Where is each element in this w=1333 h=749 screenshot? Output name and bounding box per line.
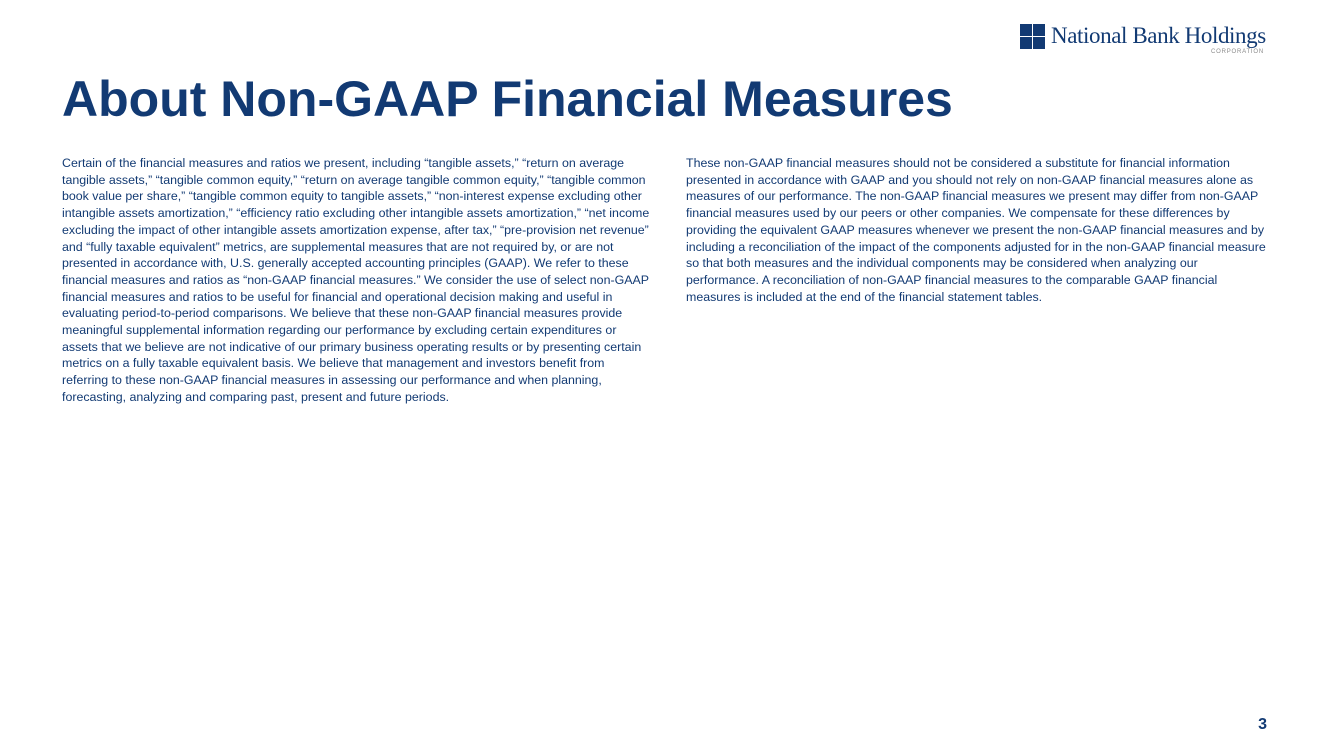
company-logo: [1020, 22, 1270, 58]
logo-squares-icon: [1020, 24, 1045, 49]
right-column-paragraph: These non-GAAP financial measures should not be considered a substitute for financial information presented in accordance with GAAP and you should not rely on non-GAAP financial measures alone as measures of our performance. The non-GAAP financial measures we present may differ from non-GAAP financial measures used by our peers or other companies. We compensate for these differences by providing the equivalent GAAP measures whenever we present the non-GAAP financial measures and by including a reconciliation of the impact of the components adjusted for in the non-GAAP financial measure so that both measures and the individual components may be considered when analyzing our performance. A reconciliation of non-GAAP financial measures to the comparable GAAP financial measures is included at the end of the financial statement tables.: [686, 156, 1266, 304]
left-column-paragraph: Certain of the financial measures and ratios we present, including “tangible assets,” “return on average tangible assets,” “tangible common equity,” “return on average tangible common equity,” “tangible common book value per share,” “tangible common equity to tangible assets,” “non-interest expense excluding other intangible assets amortization,” “efficiency ratio excluding other intangible assets amortization,” “net income excluding the impact of other intangible assets amortization expense, after tax,” “pre-provision net revenue” and “fully taxable equivalent” metrics, are supplemental measures that are not required by, or are not presented in accordance with, U.S. generally accepted accounting principles (GAAP). We refer to these financial measures and ratios as “non-GAAP financial measures.” We consider the use of select non-GAAP financial measures and ratios to be useful for financial and operational decision making and useful in evaluating period-to-period comparisons. We believe that these non-GAAP financial measures provide meaningful supplemental information regarding our performance by excluding certain expenditures or assets that we believe are not indicative of our primary business operating results or by presenting certain metrics on a fully taxable equivalent basis. We believe that management and investors benefit from referring to these non-GAAP financial measures in assessing our performance and when planning, forecasting, analyzing and comparing past, present and future periods.: [62, 156, 650, 404]
page-number: 3: [1258, 716, 1267, 733]
page-title: About Non-GAAP Financial Measures: [62, 71, 953, 127]
logo-wordmark: National Bank Holdings: [1051, 23, 1266, 48]
logo-subtitle: CORPORATION: [1210, 49, 1264, 55]
